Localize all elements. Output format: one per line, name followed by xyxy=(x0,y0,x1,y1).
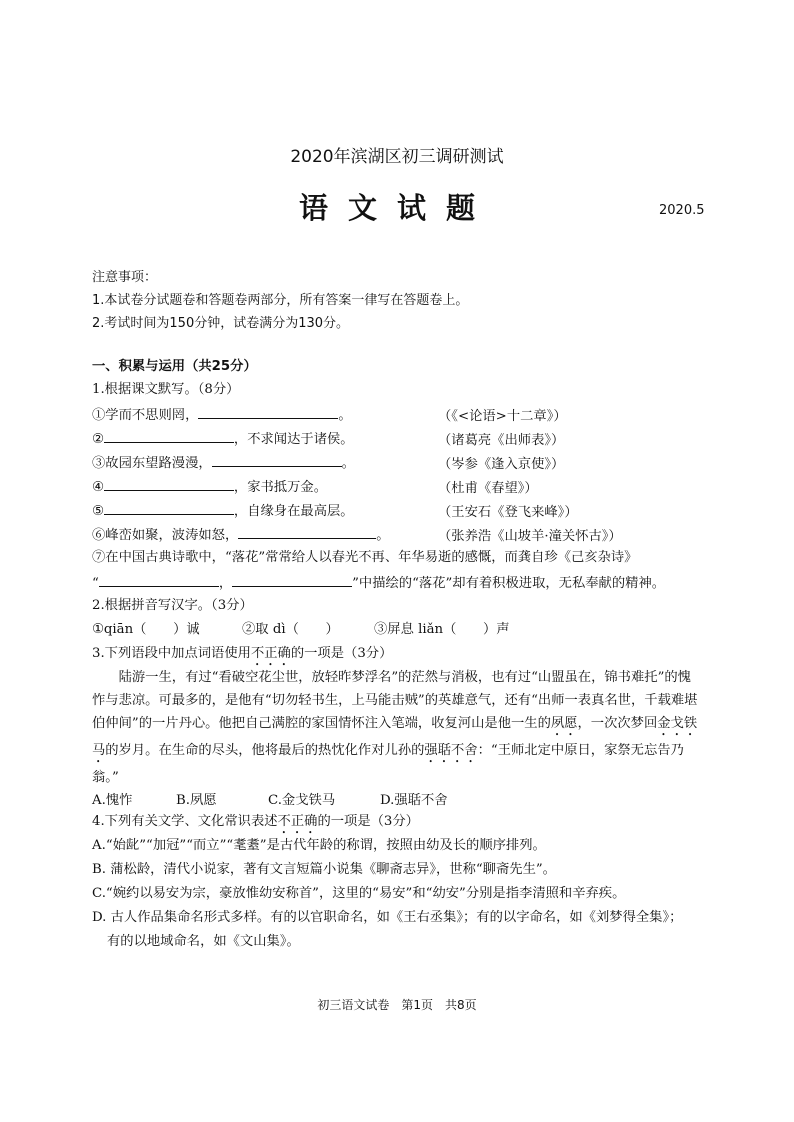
answer-blank[interactable] xyxy=(212,453,342,467)
q3-option-d[interactable]: D.强聒不舍 xyxy=(380,793,448,808)
q1-item-7-line1: ⑦在中国古典诗歌中，“落花”常常给人以春光不再、年华易逝的感慨，而龚自珍《己亥杂诗》 xyxy=(92,550,638,565)
q3-passage-dotted-1: 夙愿 xyxy=(550,716,578,731)
q3-passage-b: ，一次次梦回 xyxy=(577,716,658,731)
q4-stem xyxy=(92,813,419,837)
q1-item-1-pre: ①学而不思则罔， xyxy=(92,408,199,423)
q4-stem-post: 的一项是（3分） xyxy=(317,814,419,829)
q3-passage-dotted-2: 金戈铁马 xyxy=(92,716,698,758)
q1-item-2-pre: ② xyxy=(92,432,104,447)
q1-item-3-source: （岑参《逢入京使》） xyxy=(438,457,565,472)
q1-item-1 xyxy=(92,405,352,425)
q1-item-2-post: ，不求闻达于诸侯。 xyxy=(233,432,354,447)
q4-option-b[interactable]: B. 蒲松龄，清代小说家，著有文言短篇小说集《聊斋志异》，世称“聊斋先生”。 xyxy=(92,862,556,877)
q1-item-4-source: （杜甫《春望》） xyxy=(438,481,538,496)
q3-passage-d: ：“王师北定中原日，家祭无忘告乃翁。” xyxy=(92,743,684,785)
exam-date: 2020.5 xyxy=(659,203,705,218)
q3-passage-a: 陆游一生，有过“看破空花尘世，放轻昨梦浮名”的茫然与消极，也有过“山盟虽在，锦书难托”的愧怍与悲凉。可最多的，是他有“切勿轻书生，上马能击贼”的英雄意气，还有“出师一表真名世，千载难堪伯仲间”的一片丹心。他把自己满腔的家国情怀注入笔端，收复河山是他一生的 xyxy=(92,670,698,731)
q2-item-a: ①qiān（ ）诚 xyxy=(92,622,200,637)
q1-item-3-pre: ③故园东望路漫漫， xyxy=(92,456,212,471)
q4-stem-pre: 4.下列有关文学、文化常识表述 xyxy=(92,814,278,829)
q1-item-1-post: 。 xyxy=(338,408,352,423)
answer-blank[interactable] xyxy=(198,405,338,419)
q2-item-b: ②取 dì（ ） xyxy=(242,622,339,637)
section-1-heading: 一、积累与运用（共25分） xyxy=(92,359,257,374)
q3-passage-c: 的岁月。在生命的尽头，他将最后的热忱化作对儿孙的 xyxy=(105,743,425,758)
q4-stem-emphasis: 不正确 xyxy=(277,814,318,829)
q4-option-c[interactable]: C.“婉约以易安为宗，豪放惟幼安称首”，这里的“易安”和“幼安”分别是指李清照和辛弃疾。 xyxy=(92,886,626,901)
notice-heading: 注意事项： xyxy=(92,270,158,285)
q3-option-b[interactable]: B.夙愿 xyxy=(176,793,217,808)
q2-stem: 2.根据拼音写汉字。（3分） xyxy=(92,598,253,613)
q1-item-2 xyxy=(92,429,354,449)
q1-item-4-post: ，家书抵万金。 xyxy=(233,480,327,495)
q3-passage xyxy=(92,666,700,789)
q1-item-2-source: （诸葛亮《出师表》） xyxy=(438,433,565,448)
q1-item-5-source: （王安石《登飞来峰》） xyxy=(438,505,578,520)
q1-item-5-post: ，自缘身在最高层。 xyxy=(233,504,354,519)
q1-item-6-pre: ⑥峰峦如聚，波涛如怒， xyxy=(92,528,239,543)
answer-blank[interactable] xyxy=(232,573,352,587)
q1-item-7-line2 xyxy=(92,573,665,593)
q1-item-7-open-quote: “ xyxy=(92,576,99,591)
q3-stem-post: 的一项是（3分） xyxy=(290,646,393,661)
q3-stem-pre: 3.下列语段中加点词语使用 xyxy=(92,646,251,661)
q1-item-7-comma: ， xyxy=(218,576,233,591)
q1-stem: 1.根据课文默写。（8分） xyxy=(92,382,240,397)
q3-option-a[interactable]: A.愧怍 xyxy=(92,793,133,808)
answer-blank[interactable] xyxy=(99,573,219,587)
q3-stem-emphasis: 不正确 xyxy=(250,646,291,661)
q1-item-3-post: 。 xyxy=(341,456,355,471)
q1-item-5-pre: ⑤ xyxy=(92,504,104,519)
q3-passage-dotted-3: 强聒不舍 xyxy=(424,743,478,758)
answer-blank[interactable] xyxy=(104,501,234,515)
q1-item-6-post: 。 xyxy=(376,528,390,543)
q1-item-4-pre: ④ xyxy=(92,480,104,495)
q1-item-7-tail: ”中描绘的“落花”却有着积极进取，无私奉献的精神。 xyxy=(352,576,666,591)
q3-option-c[interactable]: C.金戈铁马 xyxy=(268,793,336,808)
subject-title: 语文试题 xyxy=(298,191,495,225)
q1-item-3 xyxy=(92,453,355,473)
q1-item-6 xyxy=(92,525,390,545)
q1-item-6-source: （张养浩《山坡羊·潼关怀古》） xyxy=(438,529,622,544)
notice-item-2: 2.考试时间为150分钟，试卷满分为130分。 xyxy=(92,316,350,331)
answer-blank[interactable] xyxy=(104,429,234,443)
answer-blank[interactable] xyxy=(238,525,376,539)
q2-item-c: ③屏息 liǎn（ ）声 xyxy=(374,622,510,637)
answer-blank[interactable] xyxy=(104,477,234,491)
page-footer: 初三语文试卷 第1页 共8页 xyxy=(317,998,477,1012)
q1-item-5 xyxy=(92,501,354,521)
q4-option-d-line2[interactable]: 有的以地域命名，如《文山集》。 xyxy=(107,934,300,949)
q4-option-d-line1[interactable]: D. 古人作品集命名形式多样。有的以官职命名，如《王右丞集》；有的以字命名，如《刘梦得全集》； xyxy=(92,910,683,925)
exam-title: 2020年滨湖区初三调研测试 xyxy=(290,147,504,167)
q1-item-4 xyxy=(92,477,327,497)
q1-item-1-source: （《<论语>十二章》） xyxy=(438,409,567,424)
q4-option-a[interactable]: A.“始龀”“加冠”“而立”“耄耋”是古代年龄的称谓，按照由幼及长的顺序排列。 xyxy=(92,838,546,853)
notice-item-1: 1.本试卷分试题卷和答题卷两部分，所有答案一律写在答题卷上。 xyxy=(92,293,469,308)
